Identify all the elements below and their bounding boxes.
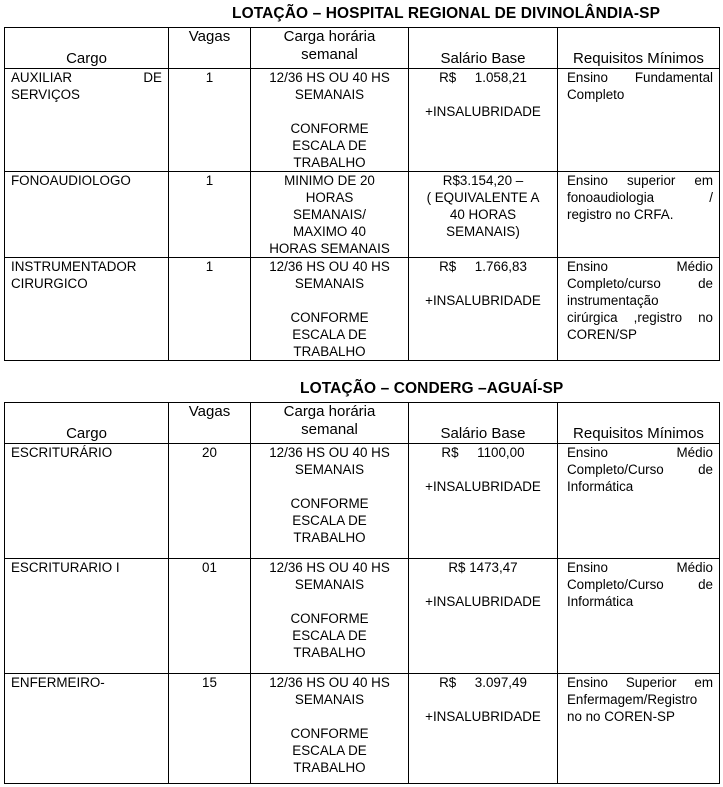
table-row — [5, 172, 720, 258]
req-line: Completo/curso de — [567, 276, 713, 291]
carga-line: 12/36 HS OU 40 HS — [269, 445, 390, 460]
cell-carga — [251, 674, 409, 784]
salario-extra: +INSALUBRIDADE — [425, 709, 541, 724]
cell-carga — [251, 172, 409, 258]
carga-line: SEMANAIS — [294, 462, 365, 477]
cell-requisitos — [558, 258, 720, 361]
header-salario: Salário Base — [409, 28, 558, 69]
req-line: registro no CRFA. — [567, 207, 674, 222]
salario-value: R$ 1.058,21 — [439, 70, 527, 85]
header-carga-line2: semanal — [301, 46, 358, 63]
header-requisitos: Requisitos Mínimos — [558, 403, 720, 444]
cell-requisitos — [558, 444, 720, 559]
carga-line: TRABALHO — [293, 530, 366, 545]
cell-requisitos — [558, 69, 720, 172]
carga-line: TRABALHO — [293, 760, 366, 775]
cell-carga — [251, 444, 409, 559]
cargo-line: AUXILIAR DE — [11, 70, 162, 85]
cell-cargo — [5, 69, 169, 172]
cell-cargo — [5, 258, 169, 361]
carga-line: TRABALHO — [293, 155, 366, 170]
carga-line: SEMANAIS — [294, 577, 365, 592]
cell-cargo — [5, 172, 169, 258]
carga-line: MAXIMO 40 — [293, 224, 366, 239]
cell-salario — [409, 444, 558, 559]
header-carga-line1: Carga horária — [283, 403, 376, 420]
salario-extra: +INSALUBRIDADE — [425, 293, 541, 308]
header-carga — [251, 403, 409, 444]
req-line: instrumentação — [567, 293, 659, 308]
carga-line: HORAS SEMANAIS — [269, 241, 390, 256]
cargo-line: SERVIÇOS — [11, 87, 80, 102]
carga-line: ESCALA DE — [292, 513, 367, 528]
vacancies-table-hospital — [4, 27, 720, 361]
carga-line: ESCALA DE — [292, 327, 367, 342]
section-title-conderg: LOTAÇÃO – CONDERG –AGUAÍ-SP — [300, 380, 564, 397]
cell-vagas: 1 — [169, 258, 251, 361]
carga-line: SEMANAIS — [294, 276, 365, 291]
salario-line: R$3.154,20 – — [442, 173, 524, 188]
salario-line: 40 HORAS — [449, 207, 517, 222]
carga-line: MINIMO DE 20 — [284, 173, 375, 188]
carga-line: TRABALHO — [293, 344, 366, 359]
salario-value: R$ 1473,47 — [448, 560, 518, 575]
carga-line: TRABALHO — [293, 645, 366, 660]
cell-salario — [409, 674, 558, 784]
req-line: Enfermagem/Registro — [567, 692, 698, 707]
cell-carga — [251, 69, 409, 172]
cell-salario — [409, 172, 558, 258]
req-line: Ensino Superior em — [567, 675, 713, 690]
cell-carga — [251, 258, 409, 361]
carga-line: CONFORME — [290, 121, 369, 136]
cargo-line: CIRURGICO — [11, 276, 88, 291]
carga-line: SEMANAIS — [294, 692, 365, 707]
carga-line: SEMANAIS/ — [293, 207, 366, 222]
salario-extra: +INSALUBRIDADE — [425, 104, 541, 119]
req-line: fonoaudiologia / — [567, 190, 713, 205]
cell-requisitos — [558, 674, 720, 784]
cell-vagas: 1 — [169, 172, 251, 258]
header-cargo: Cargo — [5, 403, 169, 444]
carga-line: ESCALA DE — [292, 628, 367, 643]
req-line: COREN/SP — [567, 327, 637, 342]
cell-salario — [409, 69, 558, 172]
carga-line: CONFORME — [290, 496, 369, 511]
carga-line: 12/36 HS OU 40 HS — [269, 259, 390, 274]
salario-value: R$ 1100,00 — [441, 445, 525, 460]
carga-line: 12/36 HS OU 40 HS — [269, 675, 390, 690]
header-vagas: Vagas — [169, 403, 251, 444]
cell-vagas: 15 — [169, 674, 251, 784]
header-vagas: Vagas — [169, 28, 251, 69]
carga-line: 12/36 HS OU 40 HS — [269, 70, 390, 85]
carga-line: CONFORME — [290, 726, 369, 741]
req-line: Informática — [567, 594, 634, 609]
cell-salario — [409, 258, 558, 361]
cell-salario — [409, 559, 558, 674]
req-line: no no COREN-SP — [567, 709, 675, 724]
req-line: Ensino Médio — [567, 445, 713, 460]
table-row — [5, 69, 720, 172]
cargo-line: ESCRITURÁRIO — [11, 445, 113, 460]
vacancies-table-conderg — [4, 402, 720, 784]
carga-line: ESCALA DE — [292, 743, 367, 758]
cargo-line: ENFERMEIRO- — [11, 675, 105, 690]
table-header-row — [5, 403, 720, 444]
table-row — [5, 559, 720, 674]
table-header-row — [5, 28, 720, 69]
req-line: Ensino Fundamental — [567, 70, 713, 85]
cargo-line: ESCRITURARIO I — [11, 560, 120, 575]
cell-vagas: 1 — [169, 69, 251, 172]
salario-line: SEMANAIS) — [446, 224, 520, 239]
salario-line: ( EQUIVALENTE A — [426, 190, 540, 205]
req-line: Ensino Médio — [567, 560, 713, 575]
req-line: Completo/Curso de — [567, 577, 713, 592]
carga-line: 12/36 HS OU 40 HS — [269, 560, 390, 575]
carga-line: CONFORME — [290, 611, 369, 626]
req-line: Ensino Médio — [567, 259, 713, 274]
cell-carga — [251, 559, 409, 674]
req-line: Ensino superior em — [567, 173, 713, 188]
table-row — [5, 444, 720, 559]
cell-vagas: 20 — [169, 444, 251, 559]
cell-cargo — [5, 674, 169, 784]
cell-cargo — [5, 444, 169, 559]
req-line: Completo — [567, 87, 625, 102]
salario-value: R$ 1.766,83 — [439, 259, 527, 274]
header-carga-line2: semanal — [301, 421, 358, 438]
header-carga-line1: Carga horária — [283, 28, 376, 45]
header-requisitos: Requisitos Mínimos — [558, 28, 720, 69]
carga-line: CONFORME — [290, 310, 369, 325]
table-row — [5, 258, 720, 361]
cell-requisitos — [558, 172, 720, 258]
carga-line: SEMANAIS — [294, 87, 365, 102]
req-line: Informática — [567, 479, 634, 494]
cargo-line: FONOAUDIOLOGO — [11, 173, 131, 188]
table-row — [5, 674, 720, 784]
salario-extra: +INSALUBRIDADE — [425, 479, 541, 494]
header-salario: Salário Base — [409, 403, 558, 444]
req-line: cirúrgica ,registro no — [567, 310, 713, 325]
section-title-hospital: LOTAÇÃO – HOSPITAL REGIONAL DE DIVINOLÂNDIA-SP — [232, 5, 661, 22]
cargo-line: INSTRUMENTADOR — [11, 259, 137, 274]
header-carga — [251, 28, 409, 69]
cell-requisitos — [558, 559, 720, 674]
salario-extra: +INSALUBRIDADE — [425, 594, 541, 609]
carga-line: ESCALA DE — [292, 138, 367, 153]
salario-value: R$ 3.097,49 — [439, 675, 527, 690]
cell-cargo — [5, 559, 169, 674]
req-line: Completo/Curso de — [567, 462, 713, 477]
header-cargo: Cargo — [5, 28, 169, 69]
carga-line: HORAS — [305, 190, 354, 205]
cell-vagas: 01 — [169, 559, 251, 674]
